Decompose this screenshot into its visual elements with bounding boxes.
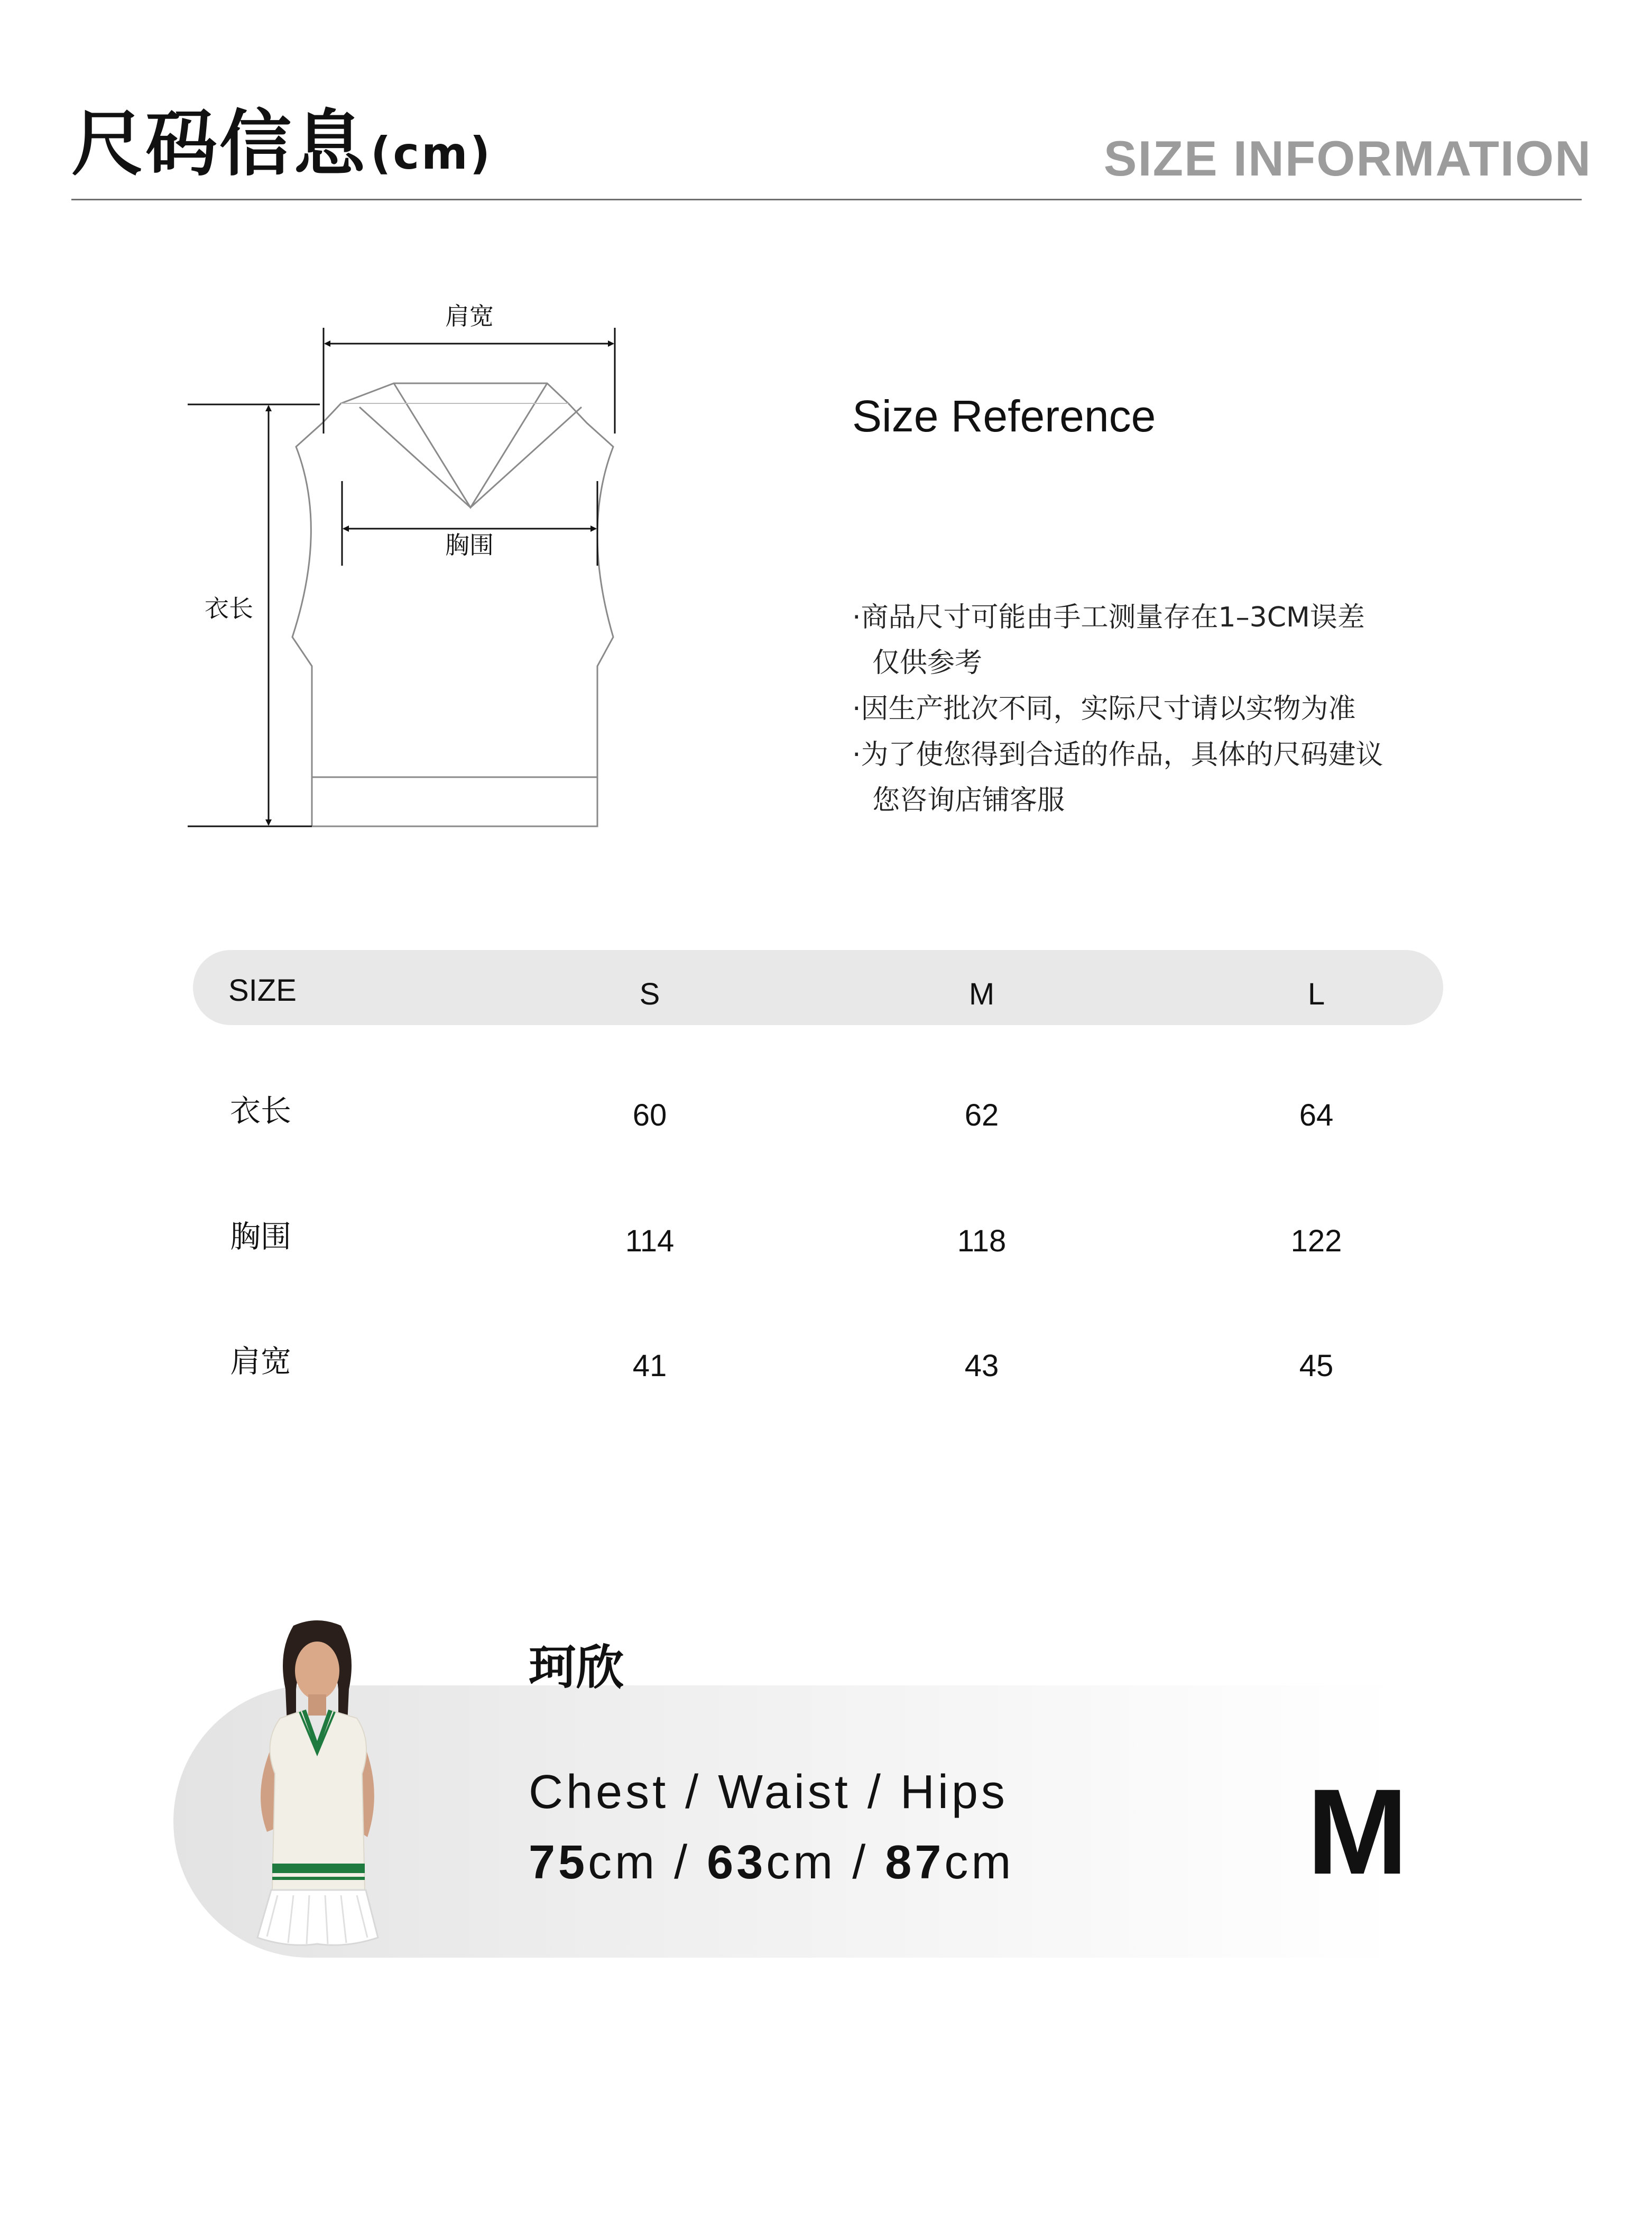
header-divider bbox=[71, 199, 1582, 200]
size-reference-title: Size Reference bbox=[852, 391, 1156, 441]
chest-unit: cm bbox=[588, 1836, 658, 1889]
separator: / bbox=[685, 1766, 702, 1819]
page-title bbox=[71, 103, 493, 186]
waist-unit: cm bbox=[766, 1836, 836, 1889]
hips-heading: Hips bbox=[900, 1766, 1008, 1819]
page-title-unit: (cm) bbox=[371, 127, 493, 179]
table-cell: 118 bbox=[957, 1224, 1007, 1258]
note-line: ·商品尺寸可能由手工测量存在1–3CM误差 bbox=[852, 602, 1365, 633]
table-cell: 62 bbox=[964, 1098, 999, 1132]
page-title-text: 尺码信息 bbox=[71, 103, 367, 186]
model-name: 珂欣 bbox=[529, 1640, 624, 1695]
size-header-m: M bbox=[968, 977, 995, 1011]
chest-label: 胸围 bbox=[445, 531, 494, 559]
table-cell: 45 bbox=[1299, 1349, 1334, 1383]
separator: / bbox=[674, 1836, 691, 1889]
note-line: ·为了使您得到合适的作品，具体的尺码建议 bbox=[852, 739, 1383, 771]
hips-unit: cm bbox=[944, 1836, 1014, 1889]
separator: / bbox=[852, 1836, 869, 1889]
note-line: 您咨询店铺客服 bbox=[872, 785, 1065, 816]
vest-diagram bbox=[180, 296, 687, 841]
note-line: 仅供参考 bbox=[872, 647, 983, 679]
model-size: M bbox=[1307, 1764, 1408, 1900]
row-label-chest: 胸围 bbox=[230, 1219, 292, 1255]
table-cell: 114 bbox=[625, 1224, 675, 1258]
size-table-header bbox=[193, 950, 1443, 1025]
note-line: ·因生产批次不同，实际尺寸请以实物为准 bbox=[852, 693, 1356, 725]
measurement-values bbox=[529, 1836, 1014, 1889]
page-title-english: SIZE INFORMATION bbox=[1103, 131, 1592, 186]
table-cell: 64 bbox=[1299, 1098, 1334, 1132]
chest-value: 75 bbox=[529, 1836, 588, 1889]
table-cell: 122 bbox=[1290, 1224, 1342, 1258]
waist-heading: Waist bbox=[718, 1766, 851, 1819]
row-label-shoulder: 肩宽 bbox=[230, 1343, 292, 1379]
waist-value: 63 bbox=[707, 1836, 767, 1889]
separator: / bbox=[867, 1766, 884, 1819]
table-cell: 60 bbox=[632, 1098, 667, 1132]
size-header-s: S bbox=[639, 977, 660, 1011]
shoulder-width-label: 肩宽 bbox=[445, 302, 494, 330]
length-label: 衣长 bbox=[205, 594, 253, 623]
measurement-heading bbox=[529, 1766, 1008, 1819]
row-label-length: 衣长 bbox=[230, 1093, 292, 1129]
table-cell: 41 bbox=[632, 1349, 667, 1383]
vest-outline-drawing bbox=[180, 296, 687, 841]
model-photo bbox=[188, 1615, 436, 1959]
size-column-label: SIZE bbox=[228, 973, 297, 1008]
chest-heading: Chest bbox=[529, 1766, 669, 1819]
hips-value: 87 bbox=[885, 1836, 945, 1889]
table-cell: 43 bbox=[964, 1349, 999, 1383]
size-header-l: L bbox=[1307, 977, 1325, 1011]
